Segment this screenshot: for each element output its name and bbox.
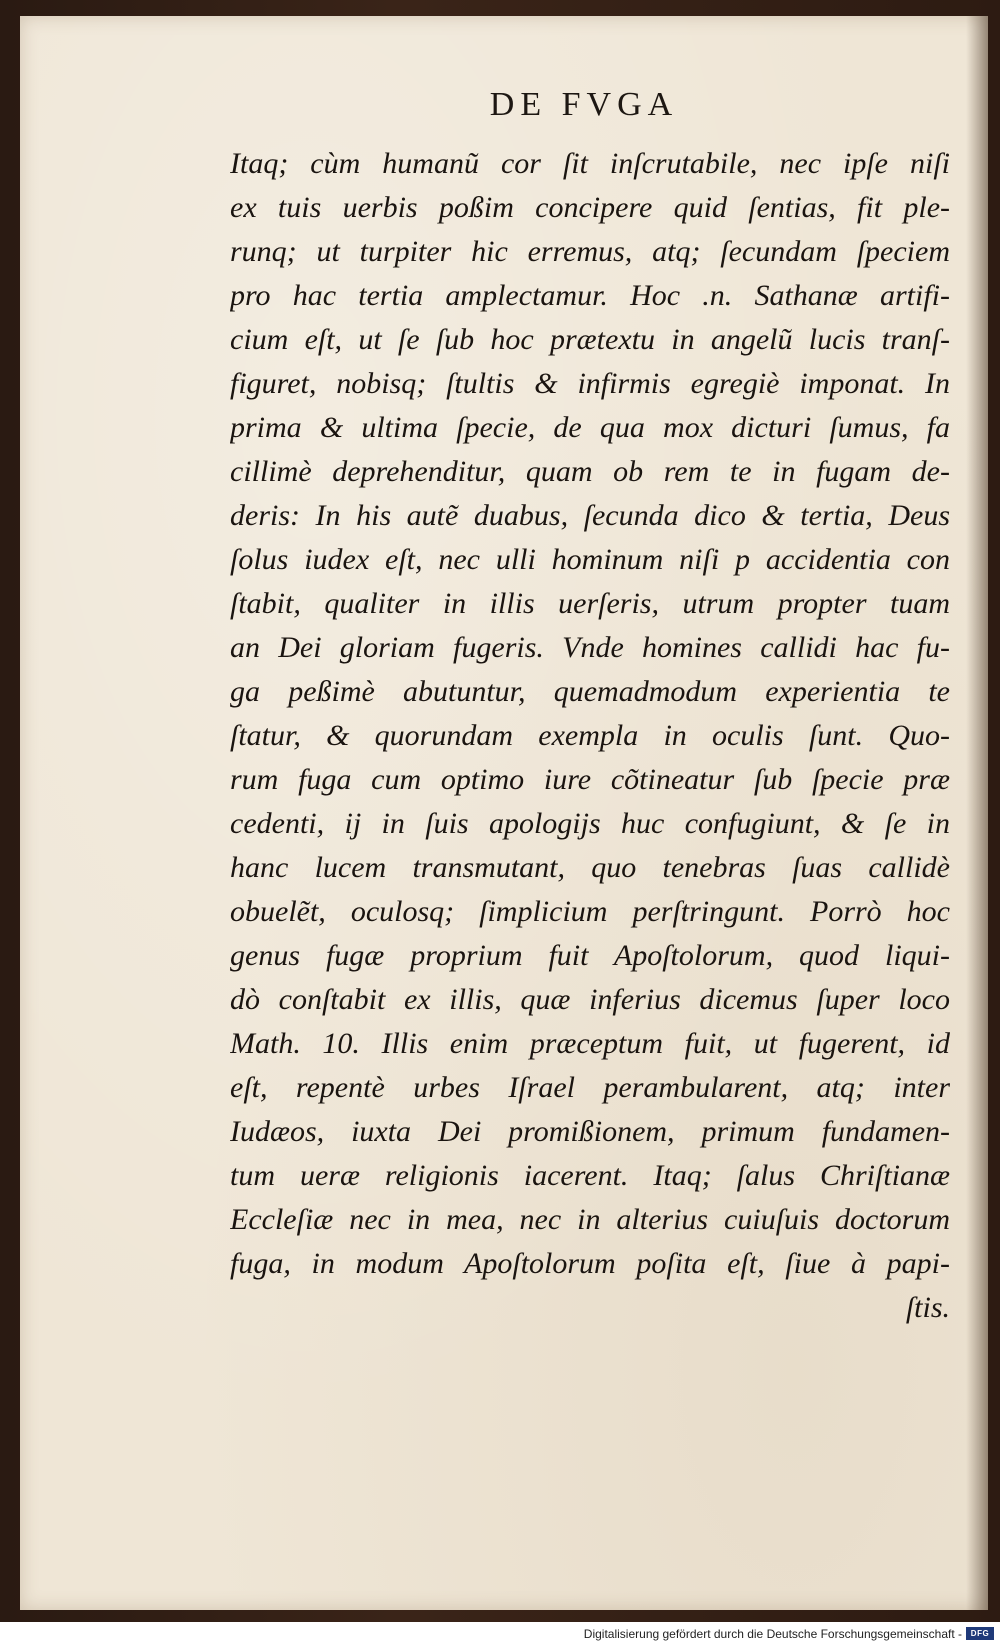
text-line: ga peßimè abutuntur, quemadmodum experientia te [230,675,950,708]
text-line: ex tuis uerbis poßim concipere quid ſentias, fit ple- [230,191,950,224]
text-block [230,142,950,1330]
funding-credit: Digitalisierung gefördert durch die Deutsche Forschungsgemeinschaft - [583,1627,962,1641]
text-line: deris: In his autẽ duabus, ſecunda dico & tertia, Deus [230,499,950,532]
text-line: cium eſt, ut ſe ſub hoc prætextu in angelũ lucis tranſ- [230,323,950,356]
text-line: obuelẽt, oculosq; ſimplicium perſtringunt. Porrò hoc [230,895,950,928]
text-line: dò conſtabit ex illis, quæ inferius dicemus ſuper loco [230,983,950,1016]
text-line: rum fuga cum optimo iure cõtineatur ſub ſpecie præ [230,763,950,796]
text-line: ſtis. [905,1291,950,1324]
text-line: ſtatur, & quorundam exempla in oculis ſunt. Quo- [230,719,950,752]
text-line: Eccleſiæ nec in mea, nec in alterius cuiuſuis doctorum [230,1203,950,1236]
text-line: runq; ut turpiter hic erremus, atq; ſecundam ſpeciem [230,235,950,268]
dfg-logo-icon: DFG [966,1627,994,1640]
text-line: tum ueræ religionis iacerent. Itaq; ſalus Chriſtianæ [230,1159,950,1192]
text-line: genus fugæ proprium fuit Apoſtolorum, quod liqui- [230,939,950,972]
text-line: prima & ultima ſpecie, de qua mox dicturi ſumus, fa [230,411,950,444]
text-line: cillimè deprehenditur, quam ob rem te in fugam de- [230,455,950,488]
text-line: hanc lucem transmutant, quo tenebras ſuas callidè [230,851,950,884]
running-head [20,86,988,124]
text-line: Iudæos, iuxta Dei promißionem, primum fundamen- [230,1115,950,1148]
text-line: fuga, in modum Apoſtolorum poſita eſt, ſiue à papi- [230,1247,950,1280]
text-line: cedenti, ij in ſuis apologijs huc confugiunt, & ſe in [230,807,950,840]
text-line: ſtabit, qualiter in illis uerſeris, utrum propter tuam [230,587,950,620]
text-line: ſolus iudex eſt, nec ulli hominum niſi p accidentia con [230,543,950,576]
book-page [20,16,988,1610]
text-line: Math. 10. Illis enim præceptum fuit, ut fugerent, id [230,1027,950,1060]
page-edge-shadow [966,16,988,1610]
footer-bar [0,1622,1000,1646]
text-line: figuret, nobisq; ſtultis & infirmis egregiè imponat. In [230,367,950,400]
text-line: Itaq; cùm humanũ cor ſit inſcrutabile, nec ipſe niſi [230,147,950,180]
text-line: pro hac tertia amplectamur. Hoc .n. Sathanæ artifi- [230,279,950,312]
text-line: an Dei gloriam fugeris. Vnde homines callidi hac fu- [230,631,950,664]
running-head-text: DE FVGA [489,86,679,123]
text-line: eſt, repentè urbes Iſrael perambularent, atq; inter [230,1071,950,1104]
